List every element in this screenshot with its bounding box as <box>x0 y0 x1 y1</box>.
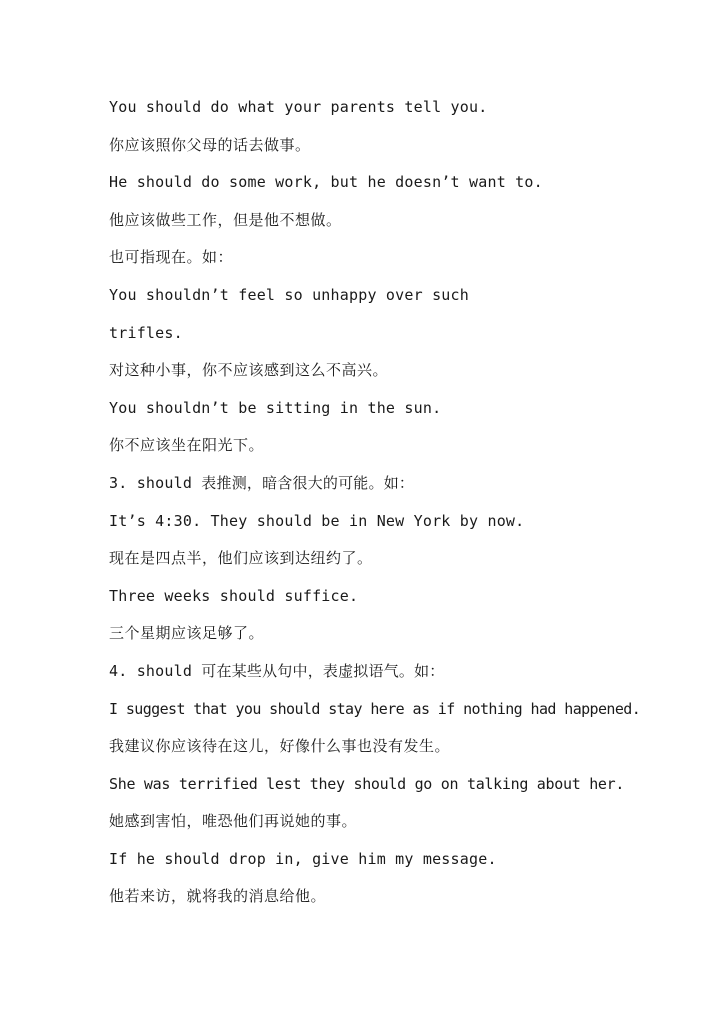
text-line-chinese: 也可指现在。如： <box>109 248 234 267</box>
text-line-english: She was terrified lest they should go on talking about her. <box>109 774 625 793</box>
document-body <box>109 93 669 920</box>
text-line-english: I suggest that you should stay here as if nothing had happened. <box>109 699 641 718</box>
section-heading: 3. should 表推测，暗含很大的可能。如： <box>109 473 415 492</box>
text-line-chinese: 我建议你应该待在这儿，好像什么事也没有发生。 <box>109 737 451 756</box>
text-line-chinese: 你应该照你父母的话去做事。 <box>109 135 311 154</box>
text-line-english: You should do what your parents tell you. <box>109 98 488 116</box>
text-line-english: He should do some work, but he doesn’t want to. <box>109 173 543 192</box>
text-line-english: You shouldn’t be sitting in the sun. <box>109 398 442 417</box>
text-line-chinese: 现在是四点半，他们应该到达纽约了。 <box>109 549 373 568</box>
text-line-english: It’s 4:30. They should be in New York by now. <box>109 511 525 530</box>
text-line-chinese: 她感到害怕，唯恐他们再说她的事。 <box>109 812 358 831</box>
text-line-english: trifles. <box>109 323 183 342</box>
section-heading: 4. should 可在某些从句中，表虚拟语气。如： <box>109 661 445 680</box>
text-line-chinese: 对这种小事，你不应该感到这么不高兴。 <box>109 361 389 380</box>
text-line-chinese: 他应该做些工作，但是他不想做。 <box>109 210 342 229</box>
text-line-chinese: 他若来访，就将我的消息给他。 <box>109 887 327 906</box>
text-line-english: You shouldn’t feel so unhappy over such <box>109 285 469 304</box>
text-line-english: If he should drop in, give him my message. <box>109 849 497 868</box>
text-line-english: Three weeks should suffice. <box>109 586 359 605</box>
text-line-chinese: 三个星期应该足够了。 <box>109 624 265 643</box>
text-line-chinese: 你不应该坐在阳光下。 <box>109 436 265 455</box>
